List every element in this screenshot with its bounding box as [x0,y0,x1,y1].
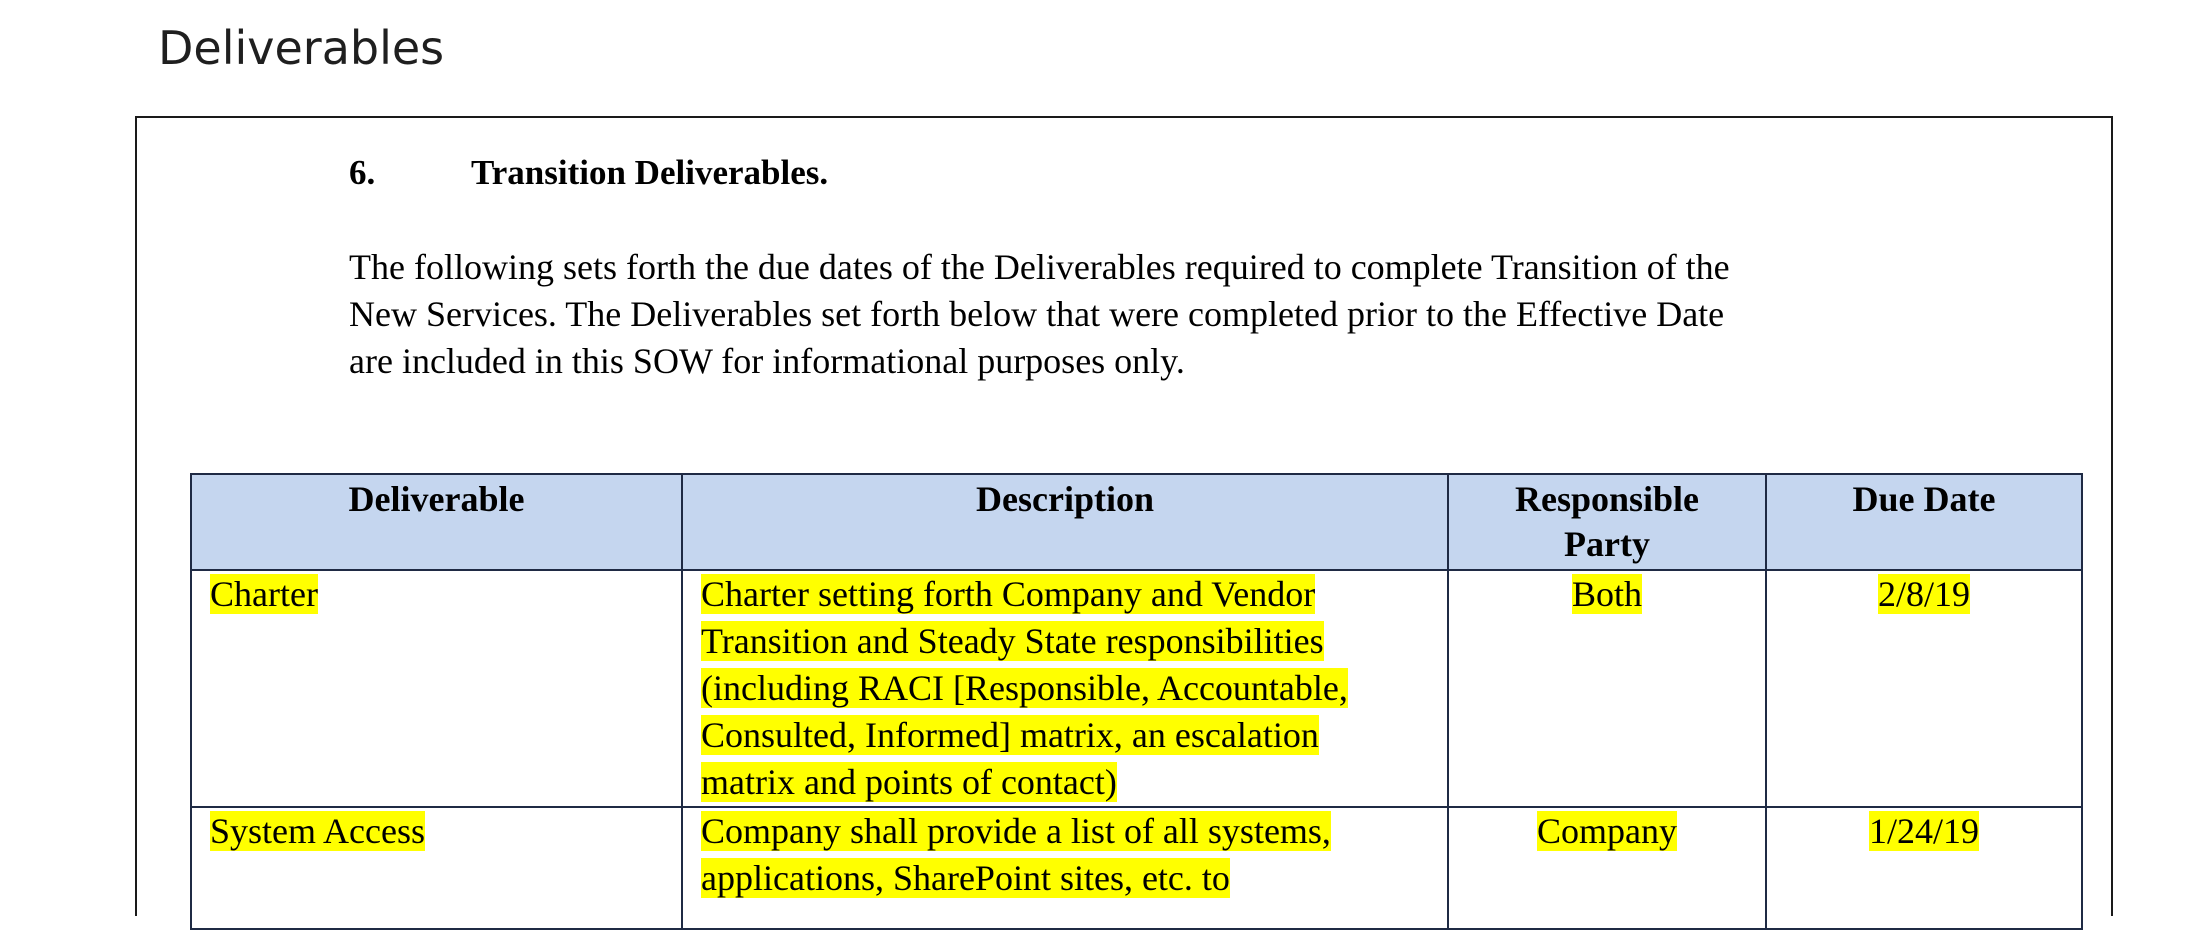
page-title: Deliverables [158,21,445,75]
cell-responsible-party [1448,807,1766,929]
table-row [191,807,2082,929]
table-header-row [191,474,2082,570]
deliverables-table [190,473,2083,930]
section-title-text: Transition Deliverables. [471,153,829,192]
description-line: Consulted, Informed] matrix, an escalation [701,715,1319,755]
section-number: 6. [349,153,376,192]
intro-paragraph [349,244,1929,385]
description-line: Charter setting forth Company and Vendor [701,574,1316,614]
header-responsible-party [1448,474,1766,570]
deliverable-text: System Access [210,811,425,851]
due-date-text: 1/24/19 [1868,811,1979,851]
cell-responsible-party [1448,570,1766,807]
cell-deliverable [191,570,682,807]
deliverable-text: Charter [210,574,318,614]
due-date-text: 2/8/19 [1877,574,1970,614]
description-line: Company shall provide a list of all systems, [701,811,1331,851]
description-line: applications, SharePoint sites, etc. to [701,858,1230,898]
header-description: Description [682,474,1448,570]
description-line: matrix and points of contact) [701,762,1117,802]
table-row [191,570,2082,807]
description-line: (including RACI [Responsible, Accountable, [701,668,1348,708]
intro-line: The following sets forth the due dates of the Deliverables required to complete Transition of the [349,247,1730,287]
intro-line: New Services. The Deliverables set forth below that were completed prior to the Effective Date [349,294,1725,334]
header-responsible-line2: Party [1564,524,1650,564]
cell-description [682,807,1448,929]
description-line: Transition and Steady State responsibilities [701,621,1324,661]
cell-due-date [1766,807,2082,929]
intro-line: are included in this SOW for informational purposes only. [349,341,1185,381]
cell-description [682,570,1448,807]
header-deliverable: Deliverable [191,474,682,570]
header-responsible-line1: Responsible [1514,479,1700,519]
responsible-party-text: Both [1571,574,1642,614]
header-due-date: Due Date [1766,474,2082,570]
cell-due-date [1766,570,2082,807]
cell-deliverable [191,807,682,929]
responsible-party-text: Company [1537,811,1677,851]
section-title [349,150,828,196]
